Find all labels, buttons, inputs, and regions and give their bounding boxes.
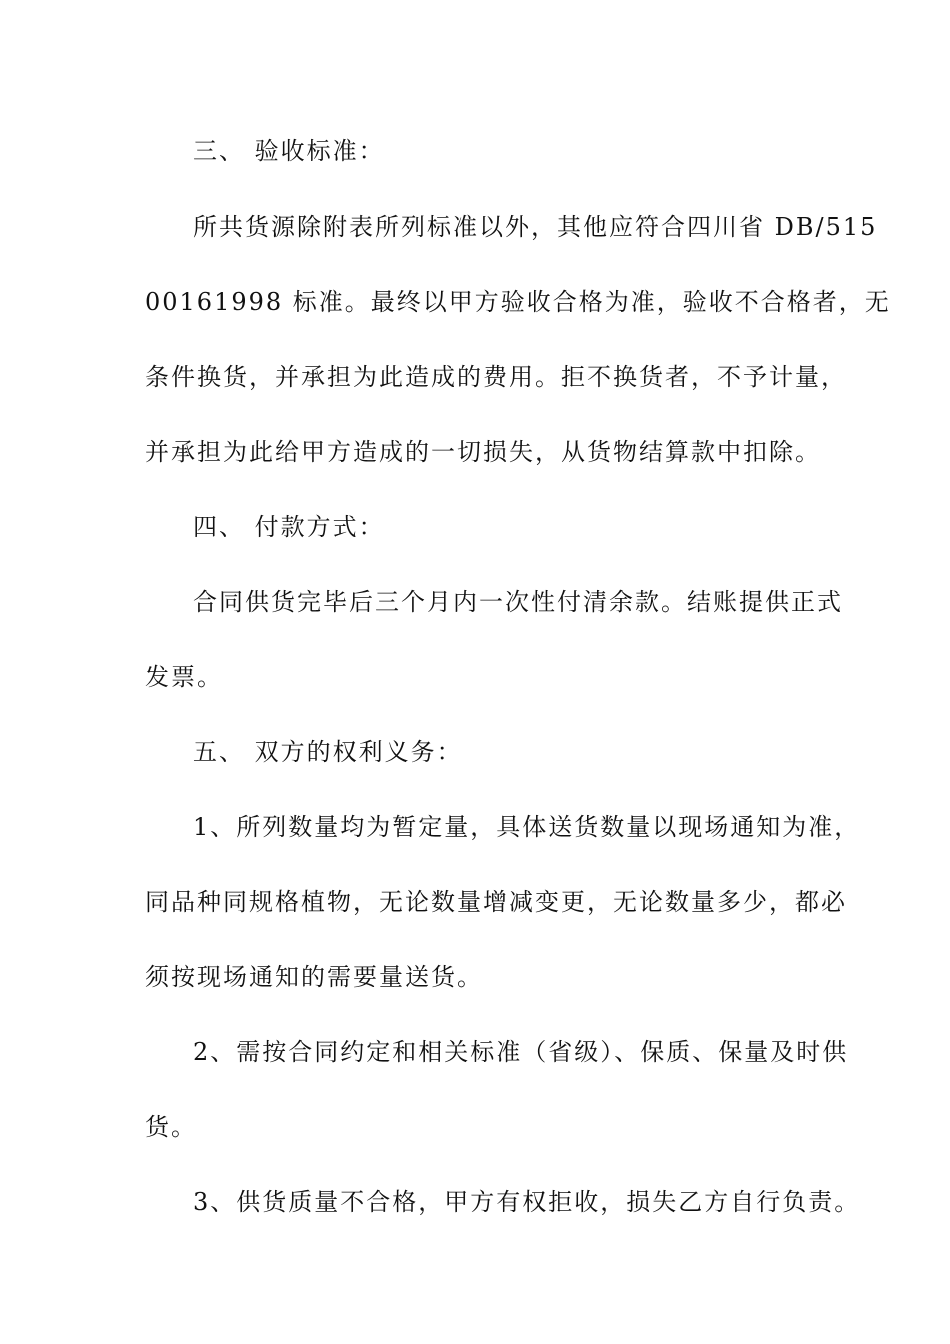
paragraph-line: 合同供货完毕后三个月内一次性付清余款。结账提供正式: [193, 588, 843, 616]
paragraph-line: 00161998 标准。最终以甲方验收合格为准，验收不合格者，无: [145, 288, 891, 316]
section-heading-acceptance-standard: 三、 验收标准：: [193, 137, 385, 165]
paragraph-line: 发票。: [145, 663, 223, 691]
paragraph-line: 并承担为此给甲方造成的一切损失，从货物结算款中扣除。: [145, 438, 821, 466]
paragraph-line: 须按现场通知的需要量送货。: [145, 963, 483, 991]
section-heading-rights-obligations: 五、 双方的权利义务：: [193, 738, 463, 766]
paragraph-line: 1、所列数量均为暂定量，具体送货数量以现场通知为准，: [193, 813, 861, 841]
paragraph-line: 2、需按合同约定和相关标准（省级）、保质、保量及时供: [193, 1038, 849, 1066]
paragraph-line: 同品种同规格植物，无论数量增减变更，无论数量多少，都必: [145, 888, 847, 916]
paragraph-line: 所共货源除附表所列标准以外，其他应符合四川省 DB/515: [193, 213, 878, 241]
paragraph-line: 条件换货，并承担为此造成的费用。拒不换货者，不予计量，: [145, 363, 847, 391]
paragraph-line: 货。: [145, 1113, 197, 1141]
paragraph-line: 3、供货质量不合格，甲方有权拒收，损失乙方自行负责。: [193, 1188, 861, 1216]
section-heading-payment-method: 四、 付款方式：: [193, 513, 385, 541]
